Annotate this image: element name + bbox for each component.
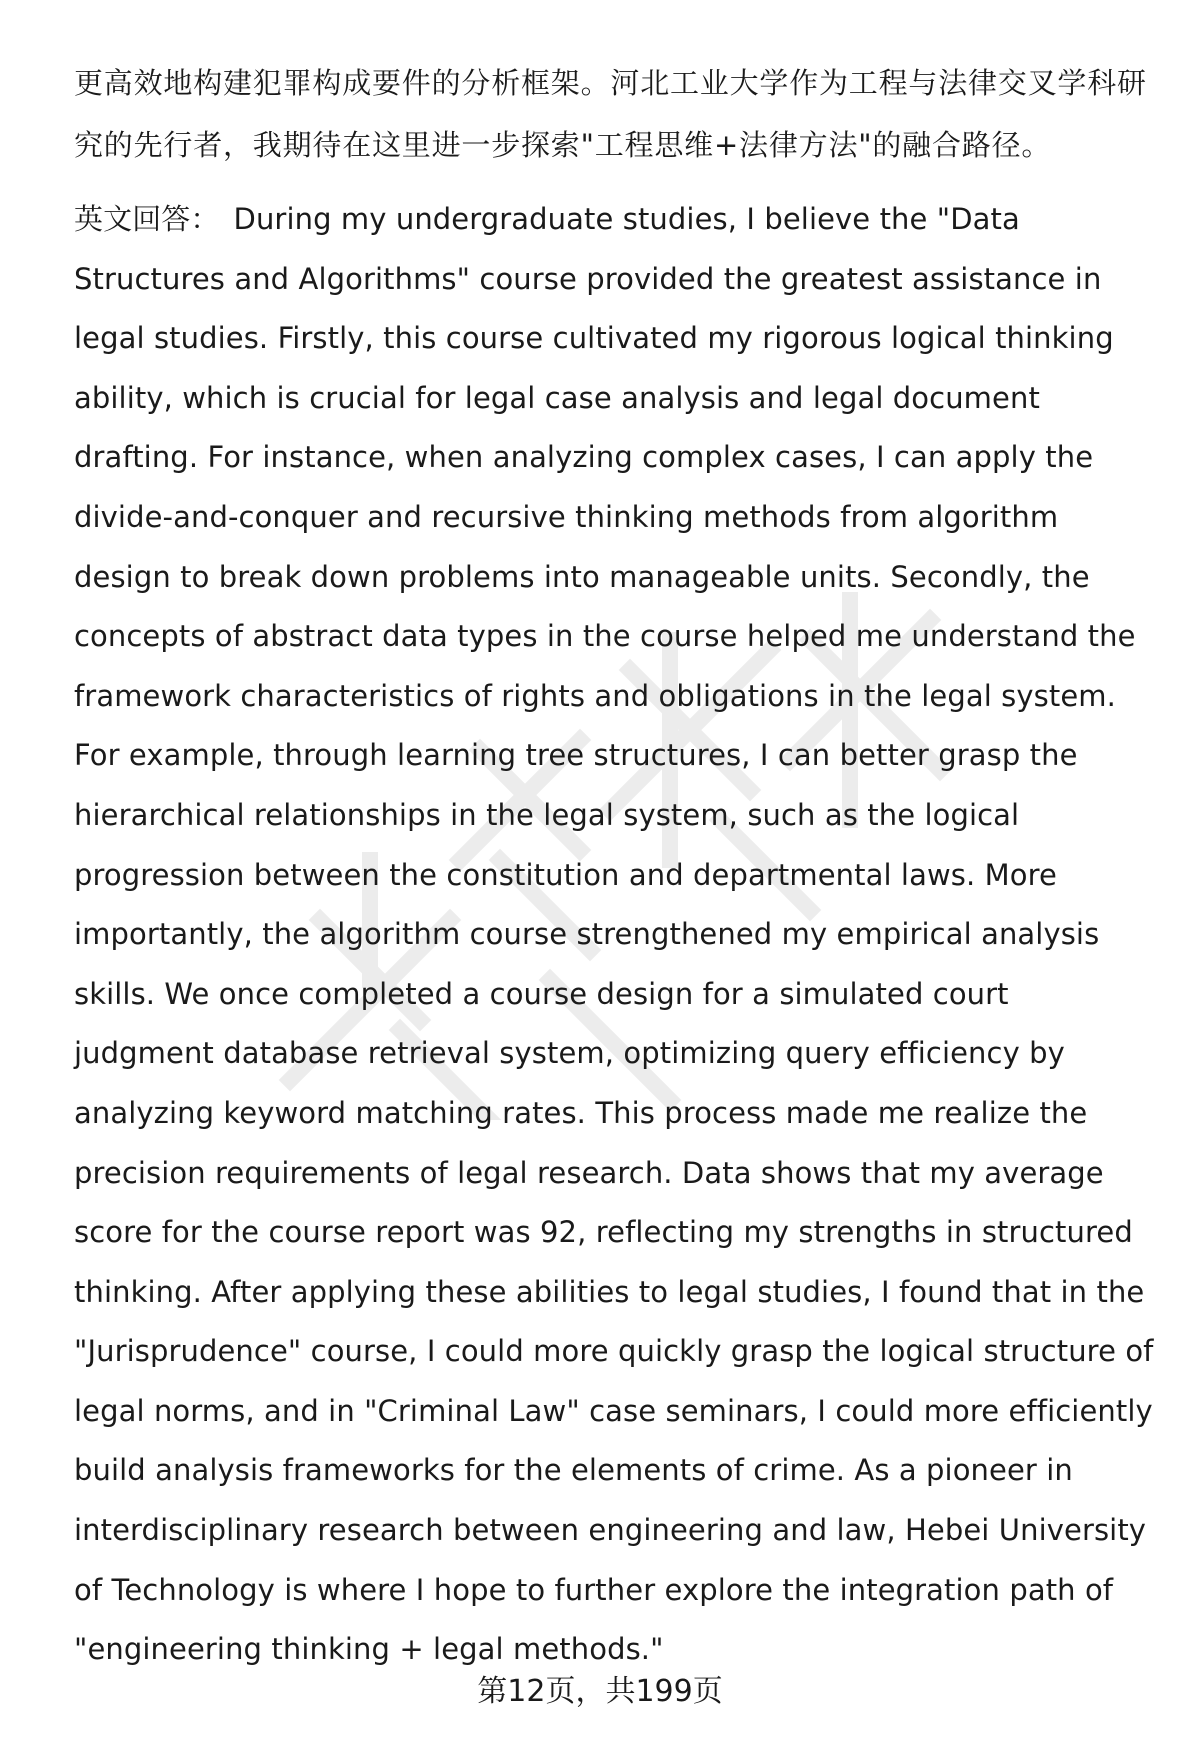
english-answer-text: During my undergraduate studies, I believe the "Data Structures and Algorithms" course provided the greatest assistance in legal studies. Firstly, this course cultivated my rigorous logical thinking ability, which is crucial for legal case analysis and legal document drafting. For instance, when analyzing complex cases, I can apply the divide-and-conquer and recursive thinking methods from algorithm design to break down problems into manageable units. Secondly, the concepts of abstract data types in the course helped me understand the framework characteristics of rights and obligations in the legal system. For example, through learning tree structures, I can better grasp the hierarchical relationships in the legal system, such as the logical progression between the constitution and departmental laws. More importantly, the algorithm course strengthened my empirical analysis skills. We once completed a course design for a simulated court judgment database retrieval system, optimizing query efficiency by analyzing keyword matching rates. This process made me realize the precision requirements of legal research. Data shows that my average score for the course report was 92, reflecting my strengths in structured thinking. After applying these abilities to legal studies, I found that in the "Jurisprudence" course, I could more quickly grasp the logical structure of legal norms, and in "Criminal Law" case seminars, I could more efficiently build analysis frameworks for the elements of crime. As a pioneer in interdisciplinary research between engineering and law, Hebei University of Technology is where I hope to further explore the integration path of "engineering thinking + legal methods." <box>74 202 1154 1667</box>
english-answer-paragraph <box>74 190 1154 1680</box>
document-body <box>74 52 1154 1680</box>
page-indicator: 第12页，共199页 <box>477 1674 723 1709</box>
continued-paragraph: 更高效地构建犯罪构成要件的分析框架。河北工业大学作为工程与法律交叉学科研究的先行者，我期待在这里进一步探索"工程思维+法律方法"的融合路径。 <box>74 66 1147 162</box>
english-answer-label: 英文回答： <box>74 202 220 236</box>
